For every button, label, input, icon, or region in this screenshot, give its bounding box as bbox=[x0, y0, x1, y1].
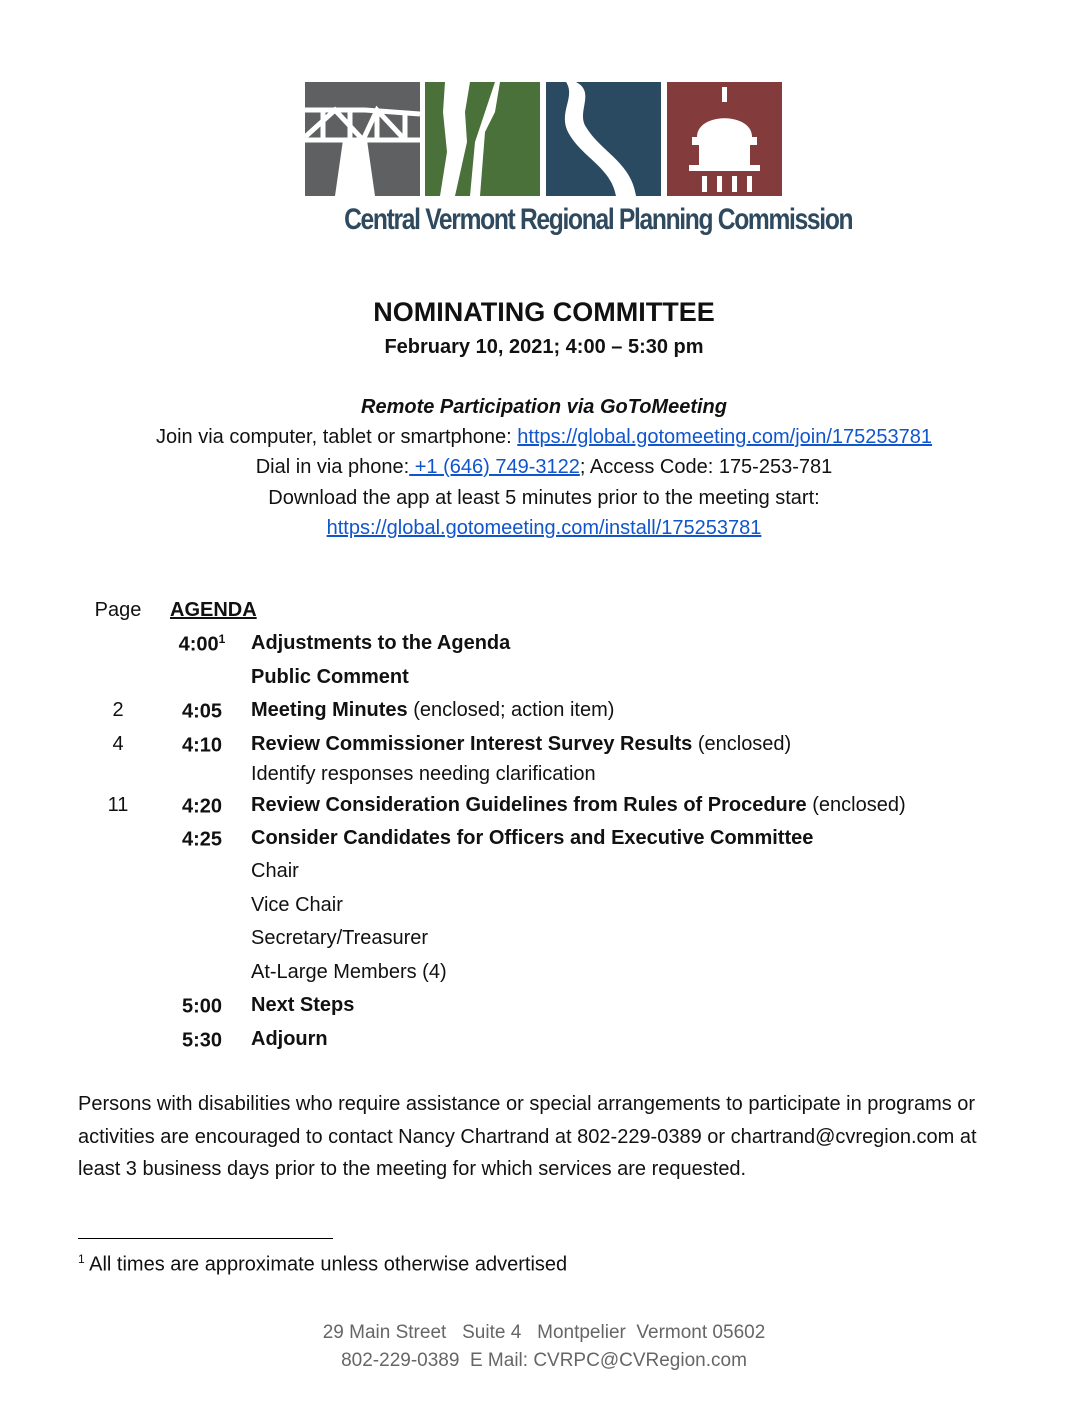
agenda-item bbox=[0, 632, 1088, 662]
join-line bbox=[0, 426, 1088, 449]
agenda-item-title: Adjourn bbox=[251, 1028, 328, 1050]
agenda-time-value: 4:25 bbox=[181, 828, 223, 851]
agenda-time-value: 5:00 bbox=[181, 995, 223, 1018]
agenda-item bbox=[0, 794, 1088, 824]
agenda-item bbox=[0, 827, 1088, 857]
agenda-item bbox=[0, 994, 1088, 1024]
agenda-item-text bbox=[251, 666, 409, 689]
install-line bbox=[0, 517, 1088, 540]
agenda-item-text bbox=[251, 927, 428, 950]
agenda-page-number: 2 bbox=[112, 699, 124, 721]
agenda-item bbox=[0, 927, 1088, 957]
footnote-ref: 1 bbox=[218, 632, 226, 646]
page-column-header: Page bbox=[94, 599, 142, 621]
agenda-item-note: Vice Chair bbox=[251, 894, 343, 916]
agenda-time bbox=[172, 827, 232, 852]
agenda-item-title: Public Comment bbox=[251, 666, 409, 688]
agenda-item-text bbox=[251, 794, 906, 817]
agenda-item-title: Adjustments to the Agenda bbox=[251, 632, 511, 654]
footnote-marker: 1 bbox=[78, 1252, 85, 1266]
remote-heading: Remote Participation via GoToMeeting bbox=[361, 396, 727, 418]
agenda-time bbox=[172, 994, 232, 1019]
agenda-time-value: 4:20 bbox=[181, 795, 223, 818]
agenda-item-text bbox=[251, 994, 354, 1017]
agenda-header-row bbox=[0, 599, 1088, 629]
dial-line bbox=[0, 456, 1088, 479]
dial-label: Dial in via phone: bbox=[255, 456, 410, 478]
footnote bbox=[78, 1252, 567, 1277]
agenda-item-text bbox=[251, 733, 791, 756]
agenda-item bbox=[0, 763, 1088, 793]
agenda-item-text bbox=[251, 860, 299, 883]
agenda-item-note: Chair bbox=[251, 860, 299, 882]
agenda-time-value: 5:30 bbox=[181, 1029, 223, 1052]
agenda-item-title: Review Commissioner Interest Survey Results bbox=[251, 733, 693, 755]
access-code: ; Access Code: 175-253-781 bbox=[579, 456, 833, 478]
agenda-item bbox=[0, 733, 1088, 763]
agenda-page-number: 4 bbox=[112, 733, 124, 755]
agenda-item bbox=[0, 666, 1088, 696]
agenda-time bbox=[172, 632, 232, 657]
capitol-dome-logo-tile bbox=[667, 82, 782, 196]
agenda-heading: AGENDA bbox=[170, 599, 257, 621]
meeting-date: February 10, 2021; 4:00 – 5:30 pm bbox=[384, 336, 704, 358]
agenda-time-value: 4:00 bbox=[178, 633, 219, 656]
dial-number-link[interactable]: +1 (646) 749-3122 bbox=[409, 456, 580, 478]
agenda-item-note: Identify responses needing clarification bbox=[251, 763, 596, 785]
install-link[interactable]: https://global.gotomeeting.com/install/175253781 bbox=[326, 517, 762, 539]
agenda-item bbox=[0, 860, 1088, 890]
agenda-item bbox=[0, 699, 1088, 729]
agenda-item-title: Consider Candidates for Officers and Executive Committee bbox=[251, 827, 814, 849]
agenda-item-title: Next Steps bbox=[251, 994, 355, 1016]
agenda-item-title: Meeting Minutes bbox=[251, 699, 408, 721]
footnote-divider bbox=[78, 1238, 333, 1239]
footnote-text: All times are approximate unless otherwise advertised bbox=[84, 1253, 568, 1276]
agenda-item-text bbox=[251, 763, 596, 786]
agenda-time bbox=[172, 699, 232, 724]
agenda-item-text bbox=[251, 961, 447, 984]
agenda-item-note: Secretary/Treasurer bbox=[251, 927, 429, 949]
agenda-item-text bbox=[251, 1028, 328, 1051]
join-label: Join via computer, tablet or smartphone: bbox=[155, 426, 518, 448]
agenda-item-note: (enclosed) bbox=[806, 794, 906, 816]
agenda-item-title: Review Consideration Guidelines from Rules of Procedure bbox=[251, 794, 807, 816]
agenda-item bbox=[0, 1028, 1088, 1058]
agenda-item-text bbox=[251, 894, 343, 917]
accessibility-notice: Persons with disabilities who require assistance or special arrangements to participate in programs or activities are encouraged to contact Nancy Chartrand at 802-229-0389 or chartrand@cvregion.com at least 3 business days prior to the meeting for which services are requested. bbox=[78, 1093, 977, 1180]
agenda-item-text bbox=[251, 632, 510, 655]
agenda-time bbox=[172, 794, 232, 819]
page-title-block bbox=[0, 297, 1088, 328]
agenda-item bbox=[0, 894, 1088, 924]
agenda-item-note: (enclosed) bbox=[692, 733, 792, 755]
agenda-time-value: 4:05 bbox=[181, 700, 223, 723]
agenda-item-note: At-Large Members (4) bbox=[251, 961, 447, 983]
agenda-item-note: (enclosed; action item) bbox=[407, 699, 615, 721]
logo-org-name: Central Vermont Regional Planning Commission bbox=[344, 203, 853, 236]
river-logo-tile bbox=[546, 82, 661, 196]
agenda-item-text bbox=[251, 699, 614, 722]
agenda-item-text bbox=[251, 827, 813, 850]
footer-contact: 802-229-0389 E Mail: CVRPC@CVRegion.com bbox=[341, 1350, 747, 1371]
join-link[interactable]: https://global.gotomeeting.com/join/175253781 bbox=[517, 426, 933, 448]
agenda-time bbox=[172, 1028, 232, 1053]
vermont-map-logo-tile bbox=[425, 82, 540, 196]
agenda-time bbox=[172, 733, 232, 758]
agenda-page-number: 11 bbox=[107, 794, 129, 816]
download-text: Download the app at least 5 minutes prior to the meeting start: bbox=[268, 487, 820, 509]
agenda-item bbox=[0, 961, 1088, 991]
bridge-logo-tile bbox=[305, 82, 420, 196]
agenda-time-value: 4:10 bbox=[181, 734, 223, 757]
footer-address: 29 Main Street Suite 4 Montpelier Vermont 05602 bbox=[322, 1322, 766, 1343]
page-title: NOMINATING COMMITTEE bbox=[373, 297, 715, 327]
